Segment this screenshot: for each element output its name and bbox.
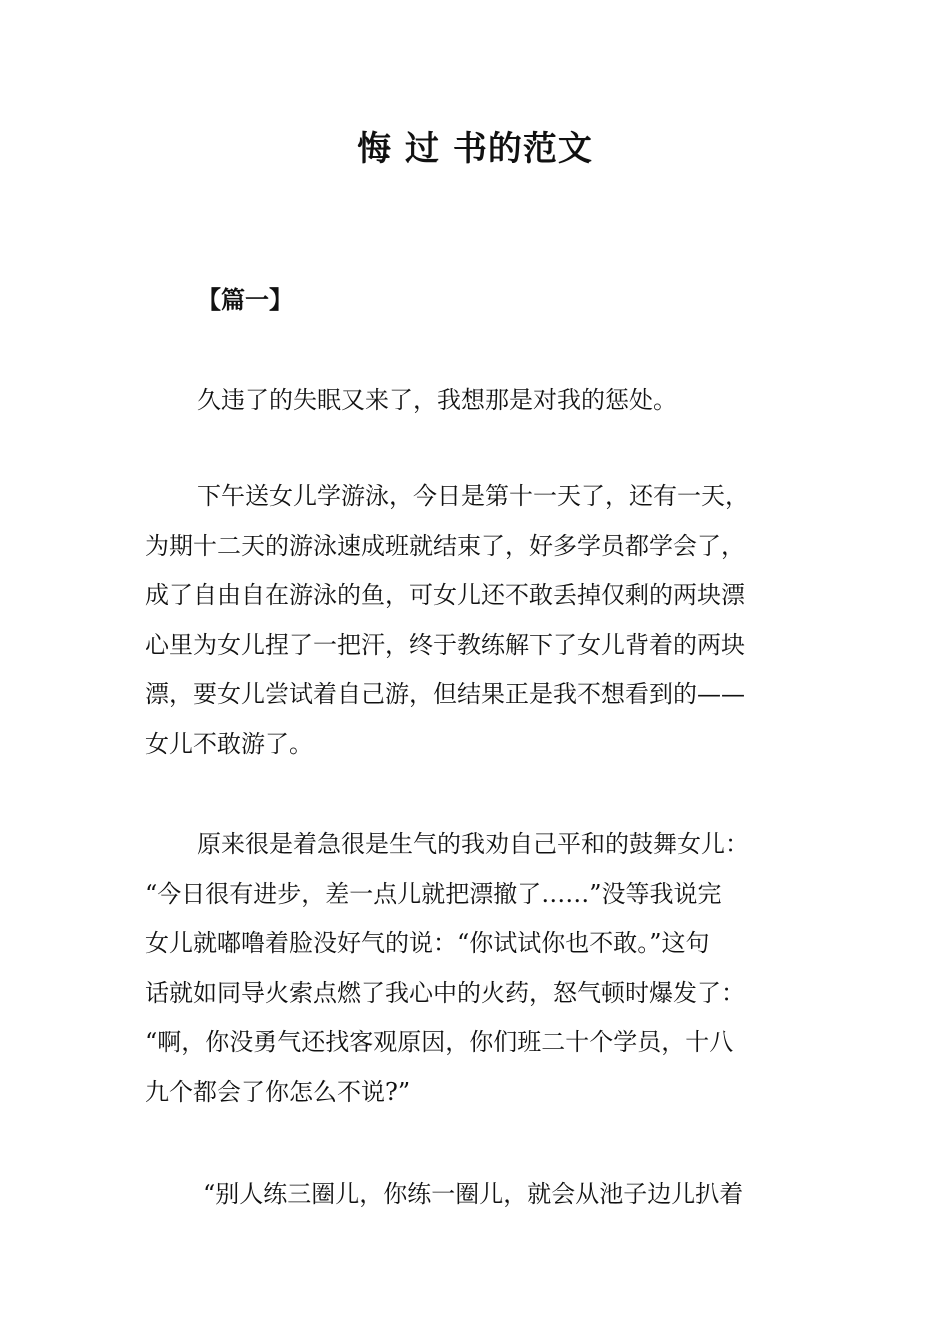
- paragraph-line: “今日很有进步，差一点儿就把漂撤了……”没等我说完: [145, 879, 722, 908]
- paragraph-line: 女儿不敢游了。: [145, 729, 313, 758]
- paragraph-line: 漂，要女儿尝试着自己游，但结果正是我不想看到的——: [145, 680, 745, 708]
- document-title: 悔 过 书的范文: [357, 129, 593, 169]
- paragraph-line: “啊，你没勇气还找客观原因，你们班二十个学员，十八: [145, 1028, 734, 1056]
- paragraph-line: 心里为女儿捏了一把汗，终于教练解下了女儿背着的两块: [145, 630, 745, 659]
- paragraph-1: [145, 376, 810, 426]
- paragraph-line: 下午送女儿学游泳，今日是第十一天了，还有一天，: [197, 482, 749, 510]
- paragraph-line: 原来很是着急很是生气的我劝自己平和的鼓舞女儿：: [197, 830, 749, 858]
- paragraph-3: [145, 820, 810, 1117]
- paragraph-line: 久违了的失眠又来了，我想那是对我的惩处。: [197, 386, 677, 414]
- paragraph-line: 话就如同导火索点燃了我心中的火药，怒气顿时爆发了：: [145, 978, 745, 1007]
- paragraph-line: “别人练三圈儿，你练一圈儿，就会从池子边儿扒着: [203, 1180, 744, 1208]
- paragraph-line: 成了自由自在游泳的鱼，可女儿还不敢丢掉仅剩的两块漂: [145, 581, 745, 609]
- paragraph-2: [145, 472, 810, 769]
- paragraph-line: 为期十二天的游泳速成班就结束了，好多学员都学会了，: [145, 531, 745, 560]
- paragraph-line: 女儿就嘟噜着脸没好气的说：“你试试你也不敢。”这句: [145, 929, 710, 957]
- paragraph-4: [145, 1170, 810, 1220]
- section-label: 【篇一】: [197, 285, 293, 314]
- paragraph-line: 九个都会了你怎么不说?”: [145, 1077, 411, 1106]
